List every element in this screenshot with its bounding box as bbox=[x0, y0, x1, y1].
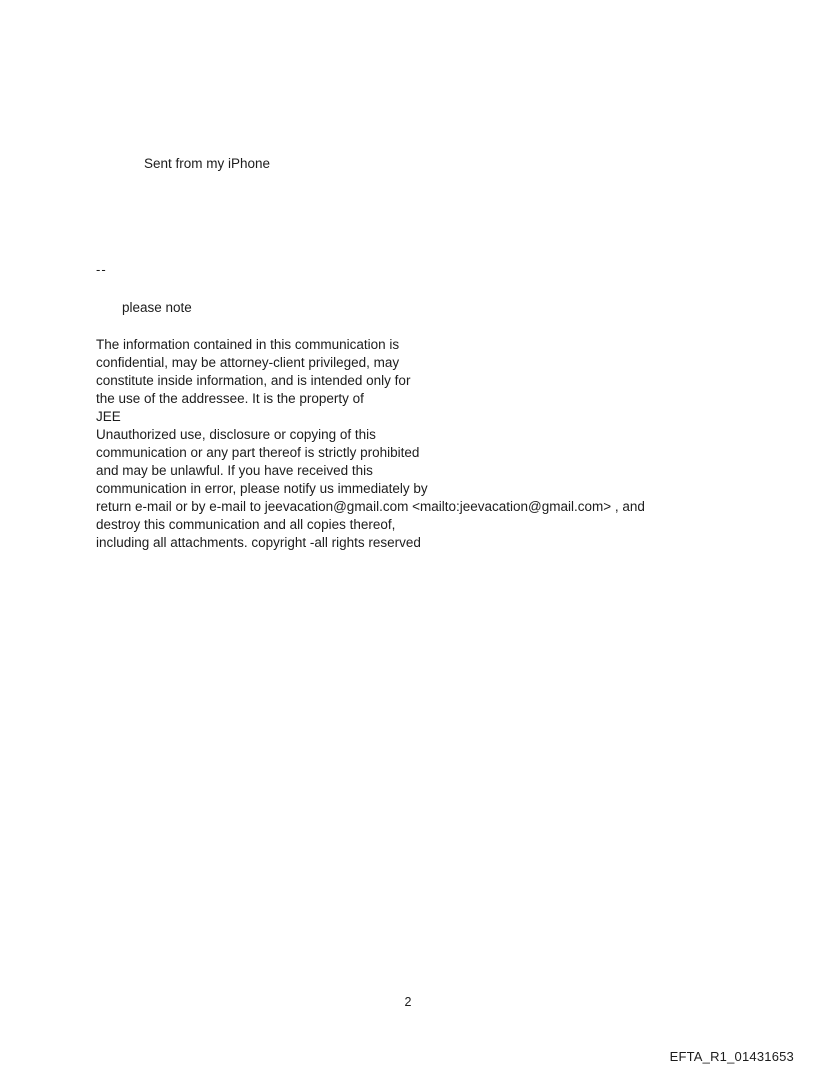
please-note-heading: please note bbox=[122, 300, 192, 315]
disclaimer-line: communication or any part thereof is strictly prohibited bbox=[96, 445, 420, 460]
page-number: 2 bbox=[404, 995, 412, 1009]
disclaimer-line: including all attachments. copyright -all rights reserved bbox=[96, 535, 421, 550]
disclaimer-line: return e-mail or by e-mail to jeevacation@gmail.com <mailto:jeevacation@gmail.com> , and bbox=[96, 499, 645, 514]
disclaimer-line: destroy this communication and all copies thereof, bbox=[96, 517, 396, 532]
disclaimer-line: Unauthorized use, disclosure or copying of this bbox=[96, 427, 376, 442]
sent-from-iphone-signature: Sent from my iPhone bbox=[144, 156, 271, 171]
confidentiality-disclaimer bbox=[96, 336, 645, 552]
disclaimer-line: The information contained in this communication is bbox=[96, 337, 400, 352]
disclaimer-line: communication in error, please notify us immediately by bbox=[96, 481, 428, 496]
disclaimer-line: confidential, may be attorney-client privileged, may bbox=[96, 355, 400, 370]
disclaimer-line: the use of the addressee. It is the property of bbox=[96, 391, 364, 406]
signature-separator: -- bbox=[96, 262, 107, 277]
bates-number: EFTA_R1_01431653 bbox=[669, 1049, 794, 1064]
disclaimer-line: constitute inside information, and is intended only for bbox=[96, 373, 411, 388]
disclaimer-line: JEE bbox=[96, 409, 121, 424]
disclaimer-line: and may be unlawful. If you have received this bbox=[96, 463, 373, 478]
